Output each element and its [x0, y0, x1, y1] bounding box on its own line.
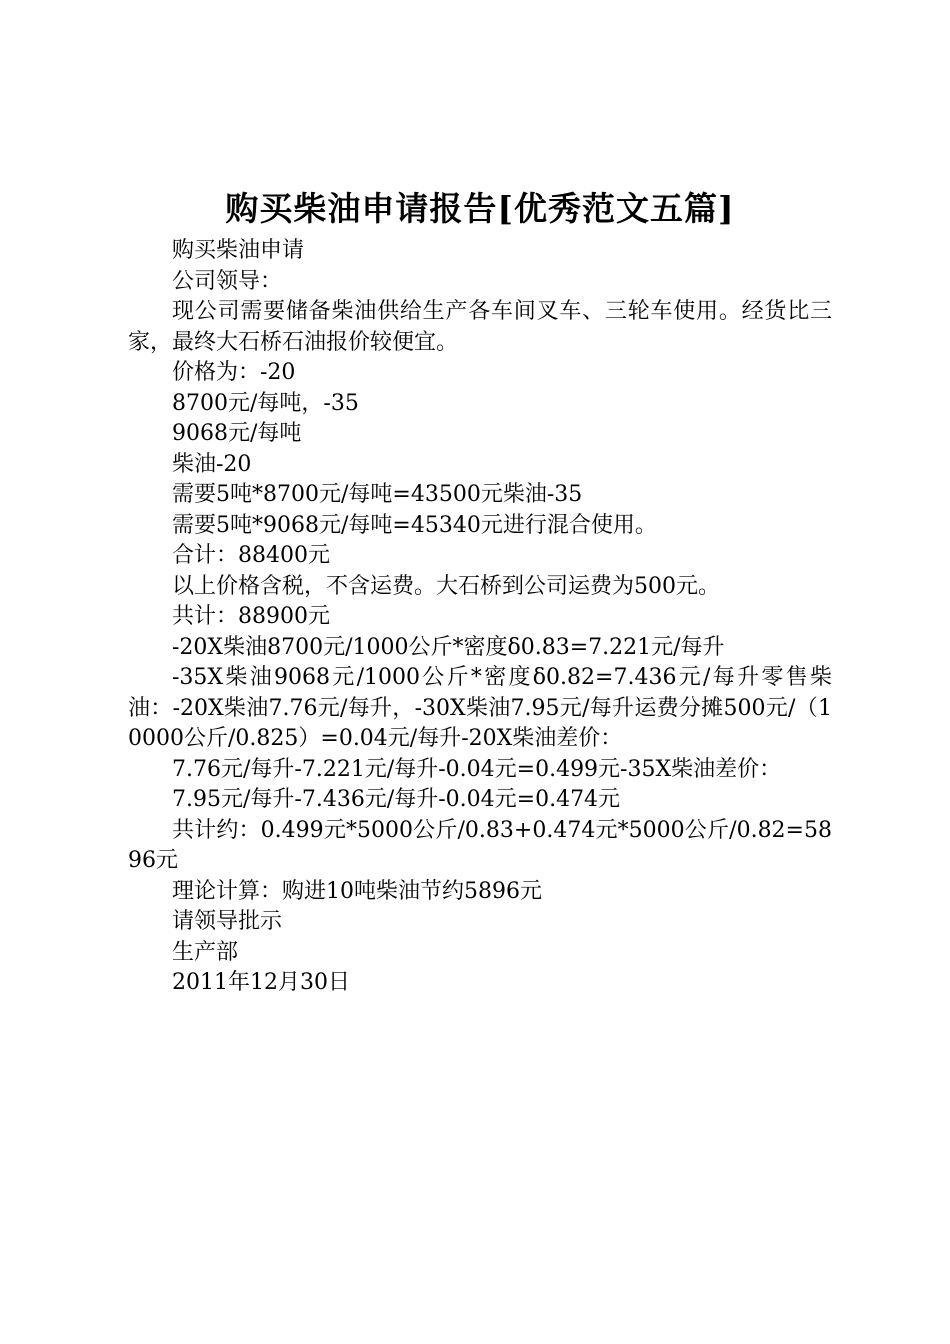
paragraph-total: 共计：88900元: [172, 604, 330, 629]
paragraph-intro: 现公司需要储备柴油供给生产各车间叉车、三轮车使用。经货比三家，最终大石桥石油报价较便宜。: [128, 299, 832, 355]
paragraph-price-label: 价格为：-20: [172, 360, 296, 385]
paragraph-density-35-retail: -35X柴油9068元/1000公斤*密度δ0.82=7.436元/每升零售柴油：-20X柴油7.76元/每升，-30X柴油7.95元/每升运费分摊500元/（10000公斤/0.825）=0.04元/每升-20X柴油差价：: [128, 665, 832, 751]
paragraph-price-35: 9068元/每吨: [172, 421, 302, 446]
paragraph-need-20: 需要5吨*8700元/每吨=43500元柴油-35: [172, 482, 583, 507]
paragraph-department: 生产部: [172, 939, 239, 965]
paragraph-date: 2011年12月30日: [172, 970, 350, 995]
document-title: 购买柴油申请报告[优秀范文五篇]: [225, 189, 735, 228]
document-body: [128, 236, 832, 999]
paragraph-need-35: 需要5吨*9068元/每吨=45340元进行混合使用。: [172, 512, 657, 538]
paragraph-heading: 购买柴油申请: [172, 238, 305, 263]
paragraph-density-20: -20X柴油8700元/1000公斤*密度δ0.83=7.221元/每升: [172, 634, 725, 660]
paragraph-price-20: 8700元/每吨，-35: [172, 390, 359, 416]
document-page: [128, 186, 832, 999]
paragraph-diff-35: 7.95元/每升-7.436元/每升-0.04元=0.474元: [172, 787, 621, 812]
paragraph-saving-calc: 共计约：0.499元*5000公斤/0.83+0.474元*5000公斤/0.82=5896元: [128, 817, 832, 873]
paragraph-diesel-20: 柴油-20: [172, 451, 252, 477]
paragraph-request: 请领导批示: [172, 909, 283, 934]
paragraph-diff-20: 7.76元/每升-7.221元/每升-0.04元=0.499元-35X柴油差价：: [172, 756, 782, 782]
paragraph-salutation: 公司领导：: [172, 268, 283, 294]
paragraph-theory: 理论计算：购进10吨柴油节约5896元: [172, 878, 542, 904]
paragraph-tax-note: 以上价格含税，不含运费。大石桥到公司运费为500元。: [172, 573, 720, 599]
paragraph-subtotal: 合计：88400元: [172, 543, 330, 568]
